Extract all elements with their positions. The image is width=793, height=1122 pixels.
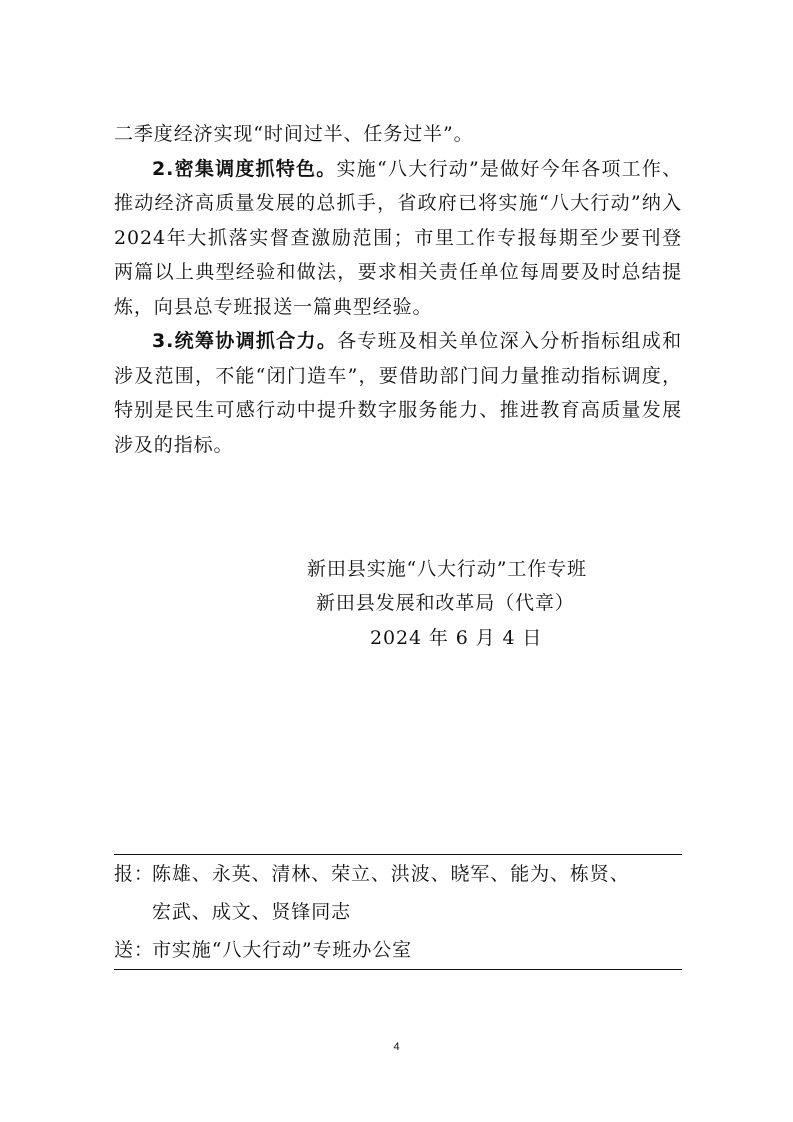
agency-name: 新田县发展和改革局（代章） [316, 592, 575, 614]
paragraph-heading: 2.密集调度抓特色。 [152, 157, 337, 180]
page-number: 4 [393, 1041, 400, 1053]
send-label: 送： [114, 939, 154, 961]
report-recipients: 陈雄、永英、清林、荣立、洪波、晓军、能为、栋贤、 [152, 863, 630, 885]
issue-date: 2024 年 6 月 4 日 [370, 627, 543, 649]
body-text [114, 117, 682, 462]
paragraph-coordination [114, 324, 682, 462]
distribution-block [114, 854, 682, 970]
paragraph-continuation [114, 117, 682, 152]
issuer-name: 新田县实施“八大行动”工作专班 [307, 558, 587, 580]
paragraph-text: 各专班及相关单位深入分析指标组成和涉及范围，不能“闭门造车”，要借助部门间力量推动指标调度，特别是民生可感行动中提升数字服务能力、推进教育高质量发展涉及的指标。 [114, 330, 682, 456]
report-recipients-continued: 宏武、成文、贤锋同志 [152, 901, 352, 923]
paragraph-dispatch [114, 152, 682, 325]
paragraph-text: 二季度经济实现“时间过半、任务过半”。 [114, 123, 474, 145]
report-row [114, 855, 682, 893]
send-recipient: 市实施“八大行动”专班办公室 [152, 939, 413, 961]
report-label: 报： [114, 863, 154, 885]
send-row [114, 931, 682, 969]
distribution-list [114, 855, 682, 969]
bottom-rule [114, 969, 682, 970]
paragraph-heading: 3.统筹协调抓合力。 [152, 330, 338, 352]
paragraph-text: 实施“八大行动”是做好今年各项工作、推动经济高质量发展的总抓手，省政府已将实施“八大行动”纳入2024年大抓落实督查激励范围；市里工作专报每期至少要刊登两篇以上典型经验和做法，要求相关责任单位每周要及时总结提炼，向县总专班报送一篇典型经验。 [114, 157, 682, 318]
report-row-continued [114, 893, 682, 931]
